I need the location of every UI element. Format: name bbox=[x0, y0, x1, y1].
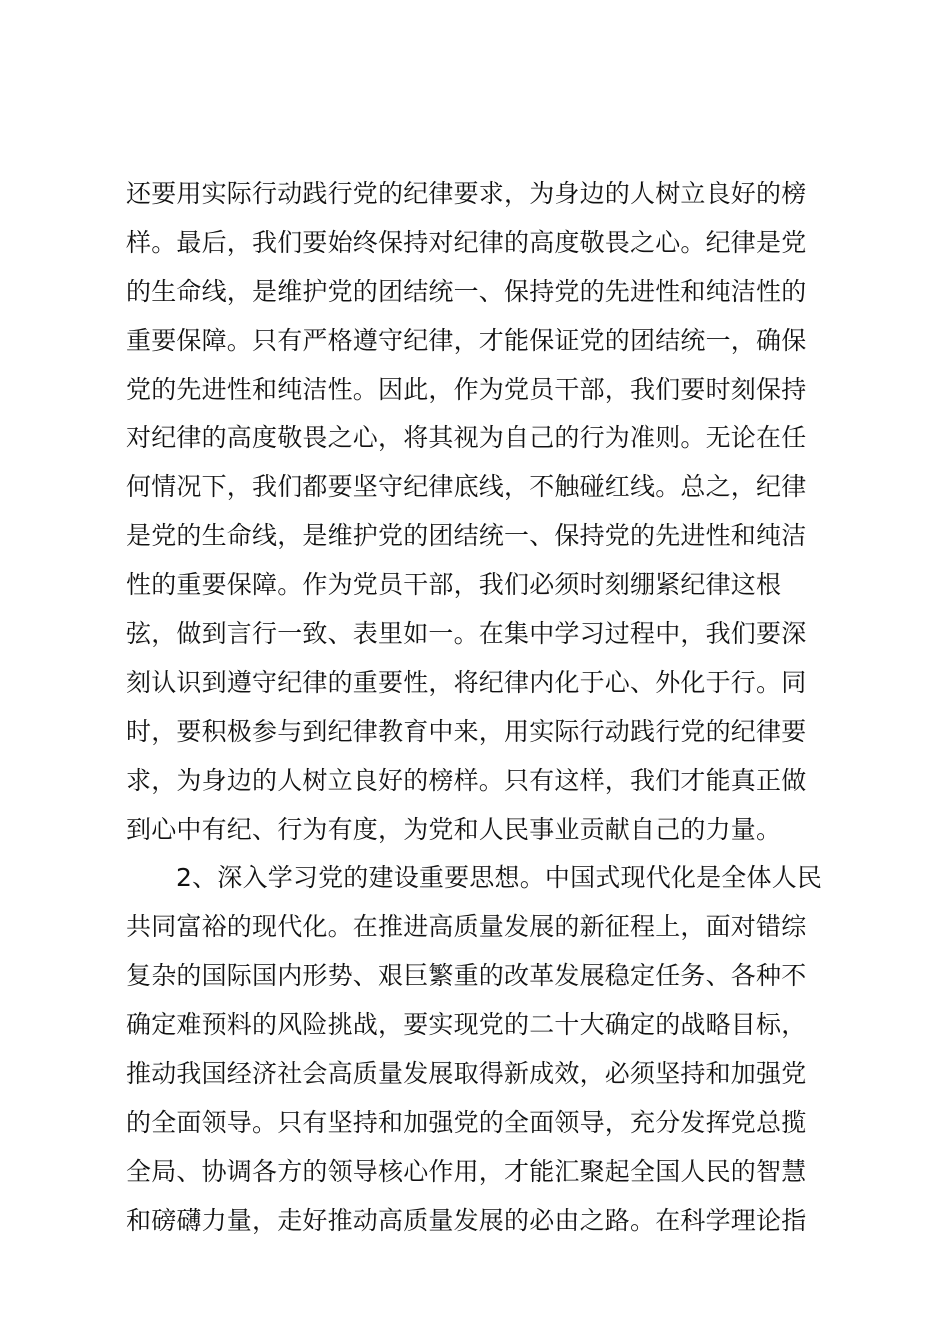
text-line: 和磅礴力量，走好推动高质量发展的必由之路。在科学理论指 bbox=[126, 1205, 807, 1235]
text-line: 复杂的国际国内形势、艰巨繁重的改革发展稳定任务、各种不 bbox=[126, 961, 807, 991]
text-line: 的生命线，是维护党的团结统一、保持党的先进性和纯洁性的 bbox=[126, 276, 807, 306]
text-line: 何情况下，我们都要坚守纪律底线，不触碰红线。总之，纪律 bbox=[126, 472, 807, 502]
text-line: 推动我国经济社会高质量发展取得新成效，必须坚持和加强党 bbox=[126, 1059, 807, 1089]
text-line: 到心中有纪、行为有度，为党和人民事业贡献自己的力量。 bbox=[126, 814, 782, 844]
text-line: 的全面领导。只有坚持和加强党的全面领导，充分发挥党总揽 bbox=[126, 1107, 807, 1137]
text-line: 弦，做到言行一致、表里如一。在集中学习过程中，我们要深 bbox=[126, 619, 807, 649]
text-line: 样。最后，我们要始终保持对纪律的高度敬畏之心。纪律是党 bbox=[126, 227, 807, 257]
text-line: 求，为身边的人树立良好的榜样。只有这样，我们才能真正做 bbox=[126, 765, 807, 795]
text-line: 性的重要保障。作为党员干部，我们必须时刻绷紧纪律这根 bbox=[126, 570, 782, 600]
text-line: 确定难预料的风险挑战，要实现党的二十大确定的战略目标， bbox=[126, 1010, 807, 1040]
text-line: 对纪律的高度敬畏之心，将其视为自己的行为准则。无论在任 bbox=[126, 423, 807, 453]
paragraph-start-line: 2、深入学习党的建设重要思想。中国式现代化是全体人民 bbox=[176, 863, 823, 893]
text-line: 党的先进性和纯洁性。因此，作为党员干部，我们要时刻保持 bbox=[126, 374, 807, 404]
text-line: 时，要积极参与到纪律教育中来，用实际行动践行党的纪律要 bbox=[126, 716, 807, 746]
text-line: 是党的生命线，是维护党的团结统一、保持党的先进性和纯洁 bbox=[126, 521, 807, 551]
text-line: 还要用实际行动践行党的纪律要求，为身边的人树立良好的榜 bbox=[126, 179, 807, 208]
text-line: 刻认识到遵守纪律的重要性，将纪律内化于心、外化于行。同 bbox=[126, 667, 807, 697]
text-line: 全局、协调各方的领导核心作用，才能汇聚起全国人民的智慧 bbox=[126, 1156, 807, 1186]
body-text bbox=[126, 170, 846, 1246]
text-line: 重要保障。只有严格遵守纪律，才能保证党的团结统一，确保 bbox=[126, 325, 807, 355]
text-line: 共同富裕的现代化。在推进高质量发展的新征程上，面对错综 bbox=[126, 912, 807, 942]
